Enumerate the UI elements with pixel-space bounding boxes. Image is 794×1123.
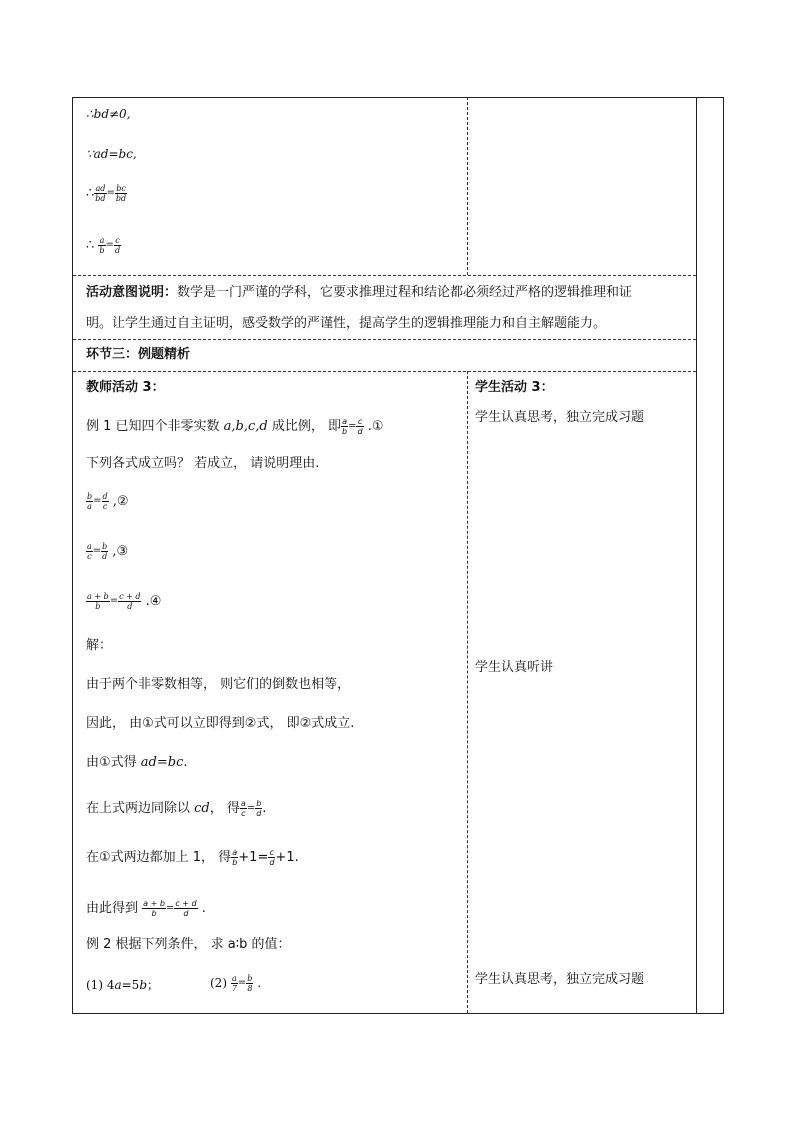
fraction-a-b: $\frac{a}{b}$ — [342, 417, 348, 436]
formula-2: $\frac{b}{a}$ = $\frac{d}{c}$ ,② — [87, 492, 129, 511]
intent-text-1: 数学是一门严谨的学科，它要求推理过程和结论都必须经过严格的逻辑推理和证 — [177, 285, 633, 300]
therefore-symbol: ∴ — [86, 238, 95, 253]
proof-line-2: ∵ad=bc, — [86, 147, 137, 161]
right-column-border — [696, 97, 697, 1013]
fraction-ad-bd: $\frac{ad}{bd}$ — [95, 184, 106, 203]
fraction-c-d: $\frac{c}{d}$ — [114, 236, 121, 255]
proof-line-4: ∴ $\frac{a}{b}$ = $\frac{c}{d}$ — [86, 236, 121, 255]
solution-line-4: 在上式两边同除以 cd， 得 $\frac{a}{c}$ = $\frac{b}{d}$ . — [86, 799, 267, 818]
solution-line-3: 由①式得 ad=bc. — [86, 755, 188, 770]
example-2-part-2: (2) $\frac{a}{7}$ = $\frac{b}{8}$ . — [210, 974, 262, 993]
row-divider-3 — [73, 371, 696, 372]
row-divider-1 — [73, 275, 696, 276]
student-heading: 学生活动 3： — [475, 380, 554, 395]
solution-line-1: 由于两个非零数相等， 则它们的倒数也相等， — [86, 677, 351, 692]
intent-line-1 — [86, 285, 632, 301]
solution-line-6: 由此得到 $\frac{a + b}{b}$ = $\frac{c + d}{d}$ . — [86, 899, 206, 918]
intent-label: 活动意图说明： — [86, 285, 178, 300]
row-divider-2 — [73, 339, 696, 340]
student-note-1: 学生认真思考，独立完成习题 — [475, 410, 645, 425]
example-1-line-2: 下列各式成立吗？ 若成立， 请说明理由. — [86, 456, 320, 471]
solution-label: 解： — [86, 638, 113, 653]
example-2-line: 例 2 根据下列条件， 求 a∶b 的值： — [86, 937, 291, 952]
formula-4: $\frac{a + b}{b}$ = $\frac{c + d}{d}$ .④ — [87, 592, 162, 611]
fraction-c-d: $\frac{c}{d}$ — [357, 417, 363, 436]
column-divider-top — [467, 97, 468, 275]
intent-line-2: 明。让学生通过自主证明，感受数学的严谨性，提高学生的逻辑推理能力和自主解题能力。 — [86, 316, 607, 331]
section-title: 环节三：例题精析 — [86, 347, 191, 362]
example-2-part-1: (1) 4a=5b； — [86, 978, 160, 992]
student-note-3: 学生认真思考，独立完成习题 — [475, 972, 645, 987]
fraction-bc-bd: $\frac{bc}{bd}$ — [115, 184, 127, 203]
proof-line-1: ∴bd≠0, — [86, 107, 131, 121]
formula-3: $\frac{a}{c}$ = $\frac{b}{d}$ ,③ — [87, 542, 129, 561]
therefore-symbol: ∴ — [86, 186, 95, 201]
column-divider-bottom — [467, 371, 468, 1013]
example-1-line-1: 例 1 已知四个非零实数 a,b,c,d 成比例， 即 $\frac{a}{b}$ = $\frac{c}{d}$ .① — [86, 417, 384, 436]
solution-line-2: 因此， 由①式可以立即得到②式， 即②式成立. — [86, 716, 355, 731]
fraction-a-b: $\frac{a}{b}$ — [99, 236, 105, 255]
solution-line-5: 在①式两边都加上 1， 得 $\frac{a}{b}$ +1= $\frac{c}{d}$ +1. — [86, 848, 299, 867]
table-frame — [72, 97, 724, 1014]
proof-line-3: ∴ $\frac{ad}{bd}$ = $\frac{bc}{bd}$ — [86, 184, 127, 203]
teacher-heading: 教师活动 3： — [86, 380, 165, 395]
student-note-2: 学生认真听讲 — [475, 660, 554, 675]
